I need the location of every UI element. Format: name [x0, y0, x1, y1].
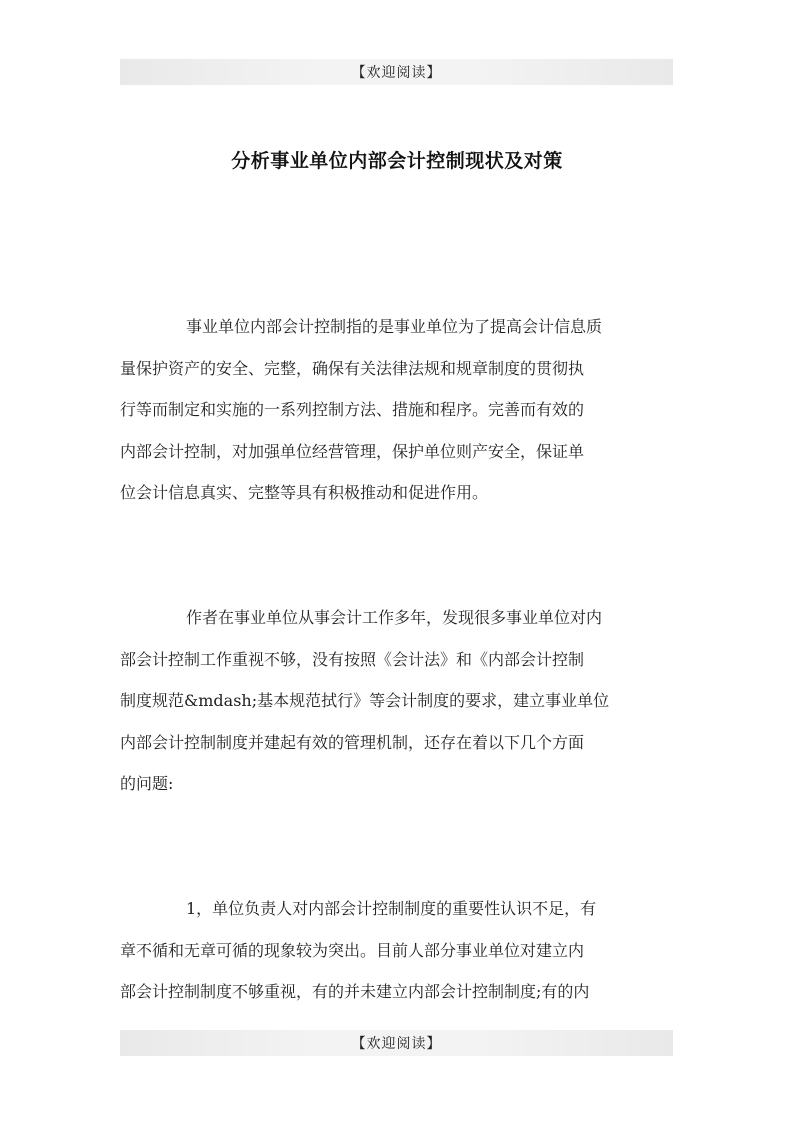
paragraph-line: 章不循和无章可循的现象较为突出。目前人部分事业单位对建立内 — [120, 940, 585, 960]
paragraph-line: 的问题: — [120, 774, 174, 793]
paragraph-line: 部会计控制工作重视不够，没有按照《会计法》和《内部会计控制 — [120, 649, 585, 669]
paragraph-line: 部会计控制制度不够重视，有的并未建立内部会计控制制度;有的内 — [120, 982, 590, 1001]
paragraph-line: 位会计信息真实、完整等具有积极推动和促进作用。 — [120, 483, 489, 502]
paragraph-line: 内部会计控制制度并建起有效的管理机制，还存在着以下几个方面 — [120, 732, 585, 752]
paragraph-line: 内部会计控制，对加强单位经营管理，保护单位则产安全，保证单 — [120, 441, 585, 461]
document-title: 分析事业单位内部会计控制现状及对策 — [231, 150, 563, 172]
paragraph-line: 制度规范&mdash;基本规范拭行》等会计制度的要求，建立事业单位 — [120, 691, 610, 710]
paragraph-line: 事业单位内部会计控制指的是事业单位为了提高会计信息质 — [186, 317, 603, 336]
paragraph-line: 作者在事业单位从事会计工作多年，发现很多事业单位对内 — [186, 608, 603, 627]
header-banner: 【欢迎阅读】 — [120, 59, 673, 85]
paragraph-line: 量保护资产的安全、完整，确保有关法律法规和规章制度的贯彻执 — [120, 358, 585, 378]
paragraph-line: 行等而制定和实施的一系列控制方法、措施和程序。完善而有效的 — [120, 400, 585, 419]
footer-banner: 【欢迎阅读】 — [120, 1030, 673, 1056]
paragraph-line: 1，单位负责人对内部会计控制制度的重要性认识不足，有 — [186, 899, 597, 918]
paragraph-problems — [120, 597, 673, 805]
paragraph-point-1 — [120, 888, 673, 1013]
paragraph-intro — [120, 306, 673, 514]
